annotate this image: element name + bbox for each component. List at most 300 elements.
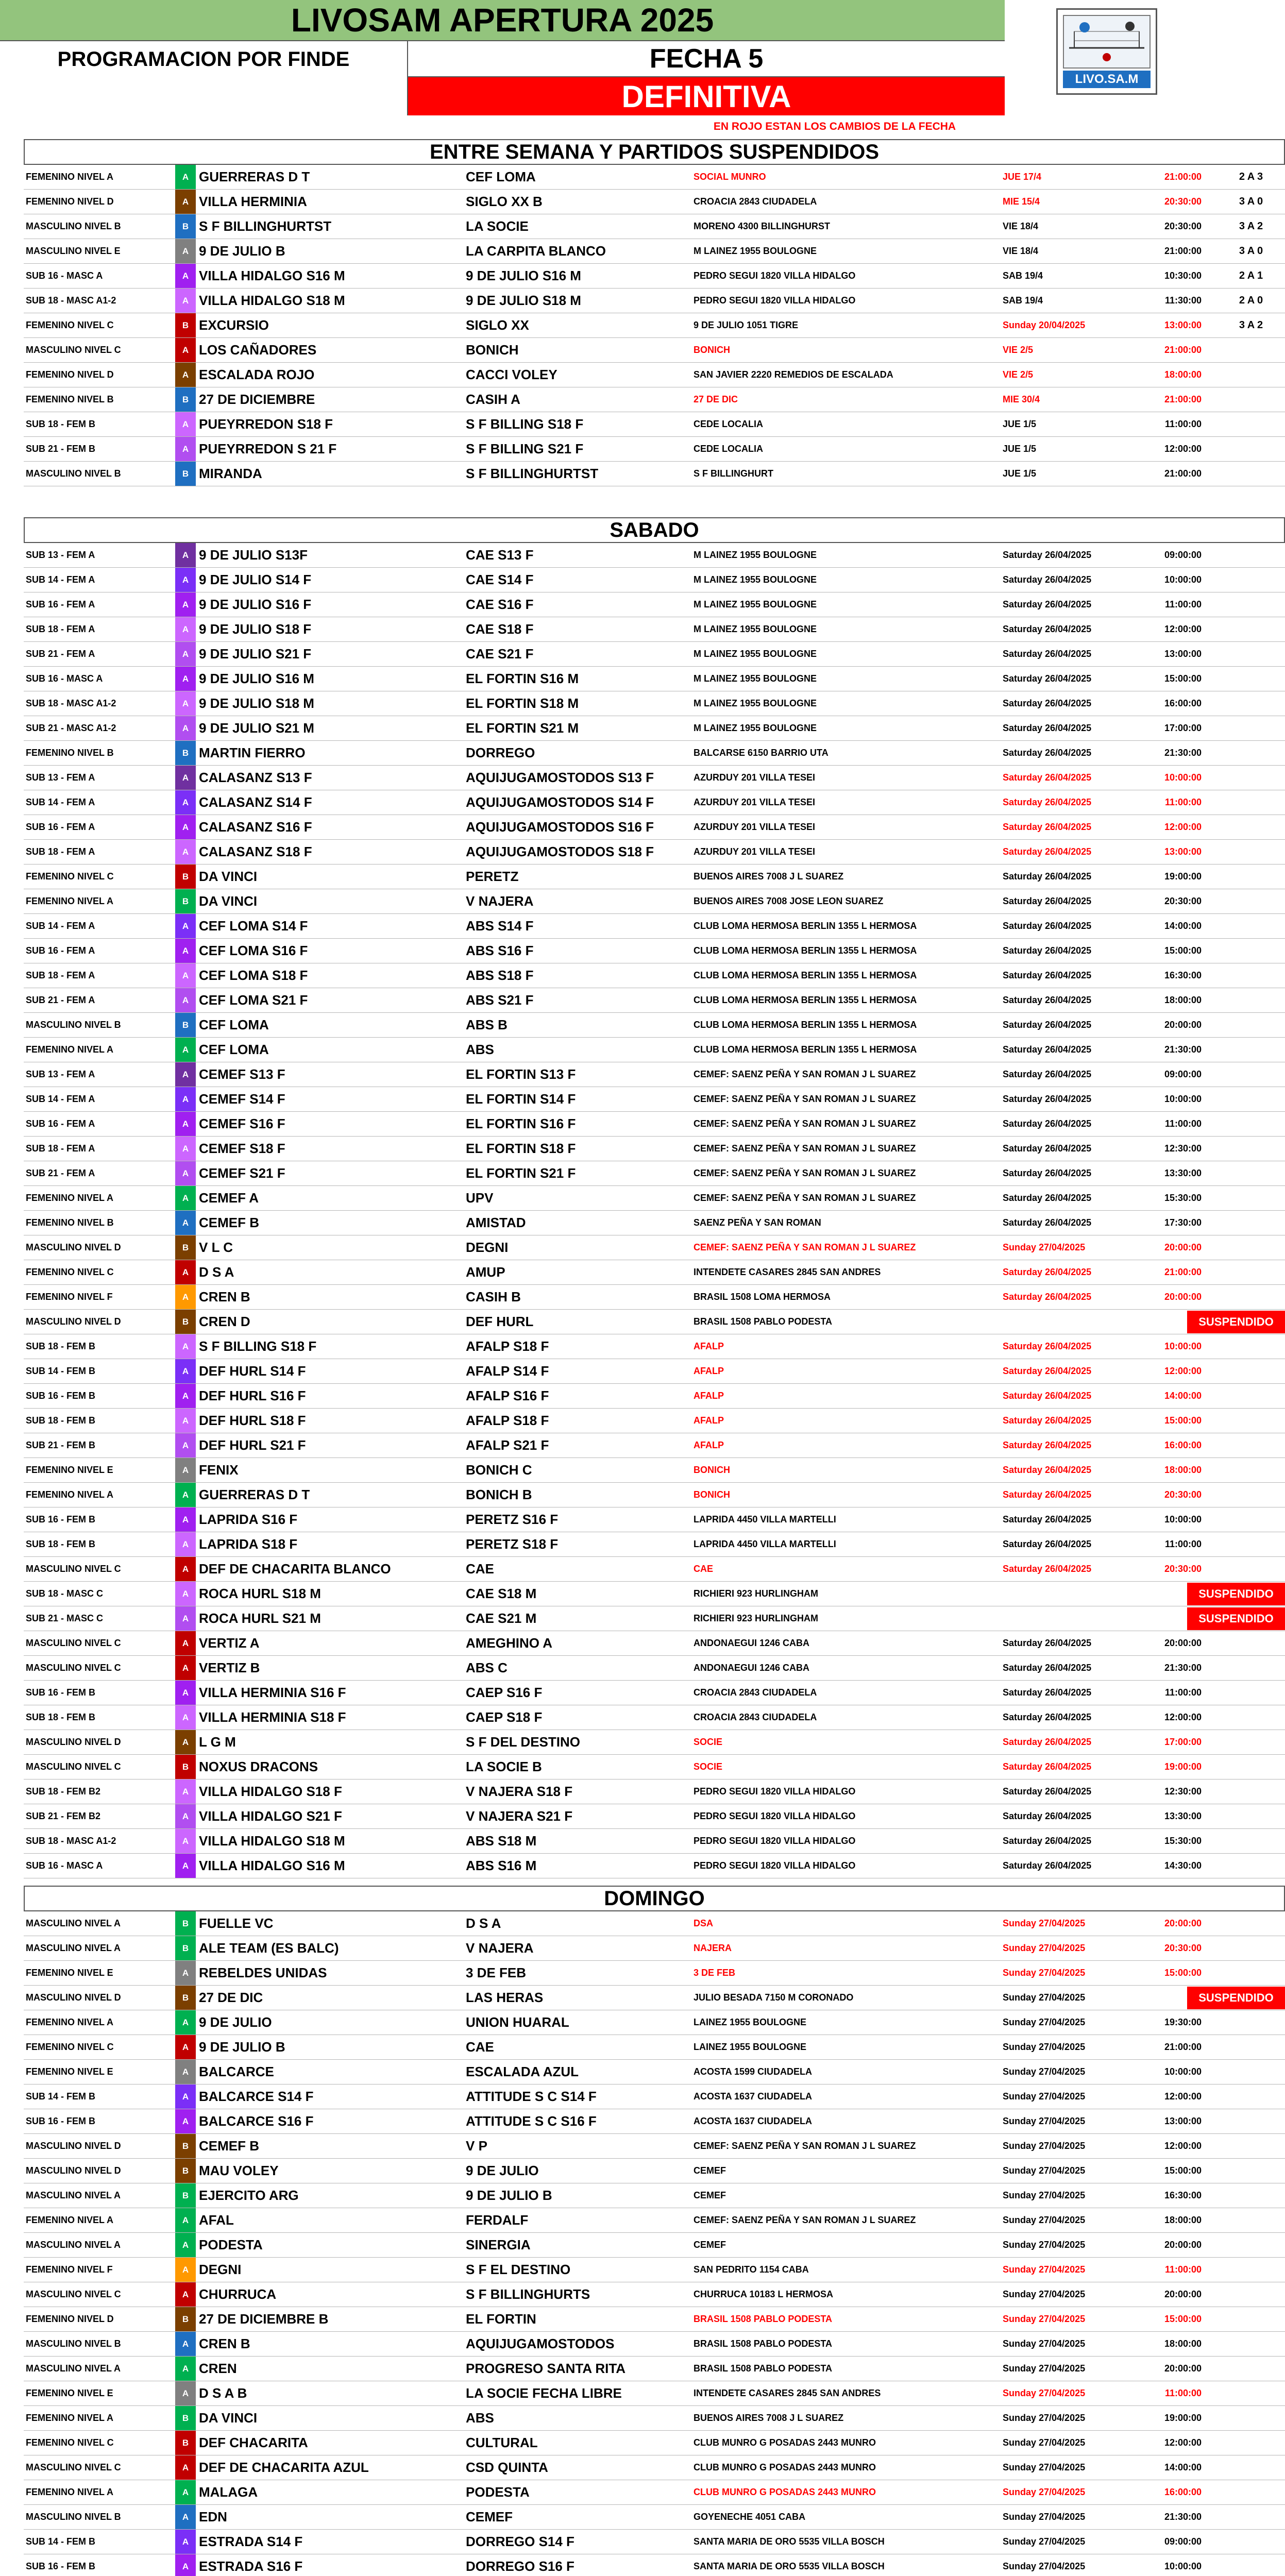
- away-team-cell: ATTITUDE S C S14 F: [466, 2089, 597, 2104]
- date-cell: Sunday 20/04/2025: [1003, 320, 1086, 330]
- level-cell: A: [175, 1780, 196, 1804]
- level-cell: B: [175, 462, 196, 486]
- venue-cell: BALCARSE 6150 BARRIO UTA: [694, 748, 829, 758]
- away-team-cell: ABS S16 F: [466, 943, 534, 958]
- time-cell: 14:00:00: [1164, 921, 1202, 931]
- away-team-cell: S F BILLINGHURTST: [466, 466, 599, 481]
- time-cell: 13:30:00: [1164, 1168, 1202, 1178]
- away-team-cell: AQUIJUGAMOSTODOS S16 F: [466, 819, 654, 835]
- time-cell: 21:30:00: [1164, 1044, 1202, 1055]
- date-cell: Saturday 26/04/2025: [1003, 1118, 1092, 1129]
- home-team-cell: ALE TEAM (ES BALC): [199, 1940, 339, 1956]
- level-cell: A: [175, 1112, 196, 1136]
- home-team-cell: DA VINCI: [199, 2410, 258, 2426]
- table-row: [24, 1186, 1285, 1211]
- category-cell: SUB 18 - FEM A: [26, 846, 95, 857]
- time-cell: 18:00:00: [1164, 2338, 1202, 2349]
- away-team-cell: CEMEF: [466, 2509, 513, 2524]
- venue-cell: CLUB LOMA HERMOSA BERLIN 1355 L HERMOSA: [694, 995, 917, 1005]
- home-team-cell: CREN B: [199, 2336, 250, 2351]
- table-row: [24, 1334, 1285, 1359]
- category-cell: FEMENINO NIVEL D: [26, 2314, 114, 2324]
- table-row: [24, 1433, 1285, 1458]
- time-cell: 19:30:00: [1164, 2017, 1202, 2027]
- away-team-cell: CAE S21 M: [466, 1611, 537, 1626]
- away-team-cell: CAE: [466, 1561, 494, 1577]
- date-cell: Sunday 27/04/2025: [1003, 2314, 1086, 2324]
- home-team-cell: CEF LOMA: [199, 1017, 269, 1032]
- venue-cell: CHURRUCA 10183 L HERMOSA: [694, 2289, 834, 2299]
- home-team-cell: S F BILLINGHURTST: [199, 218, 332, 234]
- time-cell: 21:00:00: [1164, 1267, 1202, 1277]
- venue-cell: LAPRIDA 4450 VILLA MARTELLI: [694, 1539, 836, 1549]
- date-cell: VIE 18/4: [1003, 246, 1039, 256]
- table-row: [24, 2060, 1285, 2084]
- date-cell: Sunday 27/04/2025: [1003, 2091, 1086, 2102]
- away-team-cell: CEF LOMA: [466, 169, 536, 184]
- category-cell: FEMENINO NIVEL C: [26, 320, 114, 330]
- away-team-cell: LAS HERAS: [466, 1990, 544, 2005]
- venue-cell: SAN PEDRITO 1154 CABA: [694, 2264, 809, 2275]
- table-row: [24, 1285, 1285, 1310]
- level-cell: B: [175, 387, 196, 412]
- level-cell: A: [175, 289, 196, 313]
- date-cell: Saturday 26/04/2025: [1003, 1193, 1092, 1203]
- time-cell: 12:00:00: [1164, 1712, 1202, 1722]
- time-cell: 20:00:00: [1164, 2289, 1202, 2299]
- level-cell: A: [175, 2060, 196, 2084]
- home-team-cell: CEMEF B: [199, 1215, 259, 1230]
- home-team-cell: DEF CHACARITA: [199, 2435, 308, 2450]
- result-cell: 3 A 2: [1239, 319, 1263, 331]
- home-team-cell: LAPRIDA S18 F: [199, 1536, 298, 1552]
- table-row: [24, 963, 1285, 988]
- date-cell: VIE 2/5: [1003, 369, 1034, 380]
- time-cell: 16:00:00: [1164, 698, 1202, 708]
- venue-cell: ANDONAEGUI 1246 CABA: [694, 1638, 810, 1648]
- section-title: DOMINGO: [24, 1886, 1285, 1911]
- category-cell: FEMENINO NIVEL A: [26, 896, 114, 906]
- date-cell: Saturday 26/04/2025: [1003, 723, 1092, 733]
- away-team-cell: 3 DE FEB: [466, 1965, 527, 1980]
- away-team-cell: PERETZ: [466, 869, 519, 884]
- home-team-cell: CEMEF A: [199, 1190, 259, 1206]
- venue-cell: AFALP: [694, 1415, 724, 1426]
- date-cell: Saturday 26/04/2025: [1003, 1761, 1092, 1772]
- table-row: [24, 2431, 1285, 2455]
- venue-cell: JULIO BESADA 7150 M CORONADO: [694, 1992, 854, 2003]
- suspended-badge: SUSPENDIDO: [1187, 1987, 1285, 2009]
- section-title: ENTRE SEMANA Y PARTIDOS SUSPENDIDOS: [24, 139, 1285, 165]
- date-cell: Sunday 27/04/2025: [1003, 2289, 1086, 2299]
- time-cell: 12:00:00: [1164, 1366, 1202, 1376]
- away-team-cell: AQUIJUGAMOSTODOS S13 F: [466, 770, 654, 785]
- away-team-cell: AFALP S16 F: [466, 1388, 549, 1403]
- home-team-cell: CEMEF S14 F: [199, 1091, 285, 1107]
- result-cell: 2 A 3: [1239, 171, 1263, 182]
- venue-cell: RICHIERI 923 HURLINGHAM: [694, 1613, 819, 1623]
- table-row: [24, 2233, 1285, 2258]
- home-team-cell: ESTRADA S16 F: [199, 2558, 303, 2574]
- time-cell: 15:00:00: [1164, 1415, 1202, 1426]
- date-cell: Saturday 26/04/2025: [1003, 550, 1092, 560]
- date-cell: Sunday 27/04/2025: [1003, 2512, 1086, 2522]
- home-team-cell: DEF DE CHACARITA BLANCO: [199, 1561, 391, 1577]
- category-cell: MASCULINO NIVEL B: [26, 2512, 121, 2522]
- date-cell: Saturday 26/04/2025: [1003, 1366, 1092, 1376]
- table-row: [24, 815, 1285, 840]
- venue-cell: CAE: [694, 1564, 714, 1574]
- away-team-cell: V NAJERA: [466, 1940, 534, 1956]
- time-cell: 10:00:00: [1164, 574, 1202, 585]
- home-team-cell: REBELDES UNIDAS: [199, 1965, 327, 1980]
- level-cell: A: [175, 1062, 196, 1087]
- result-cell: 3 A 2: [1239, 221, 1263, 232]
- home-team-cell: DEF HURL S21 F: [199, 1437, 306, 1453]
- home-team-cell: 9 DE JULIO S13F: [199, 547, 308, 563]
- category-cell: MASCULINO NIVEL A: [26, 2190, 121, 2200]
- table-row: [24, 1507, 1285, 1532]
- table-row: [24, 2282, 1285, 2307]
- level-cell: A: [175, 1384, 196, 1408]
- venue-cell: CEMEF: SAENZ PEÑA Y SAN ROMAN J L SUAREZ: [694, 1242, 916, 1252]
- category-cell: SUB 18 - MASC C: [26, 1588, 104, 1599]
- category-cell: SUB 21 - MASC A1-2: [26, 723, 116, 733]
- venue-cell: SOCIAL MUNRO: [694, 172, 766, 182]
- table-row: [24, 1804, 1285, 1829]
- time-cell: 17:00:00: [1164, 1737, 1202, 1747]
- table-row: [24, 642, 1285, 667]
- time-cell: 11:00:00: [1164, 2388, 1202, 2398]
- level-cell: A: [175, 1087, 196, 1111]
- venue-cell: CEMEF: SAENZ PEÑA Y SAN ROMAN J L SUAREZ: [694, 1168, 916, 1178]
- away-team-cell: ABS S18 F: [466, 968, 534, 983]
- level-cell: A: [175, 412, 196, 436]
- category-cell: FEMENINO NIVEL A: [26, 2413, 114, 2423]
- table-row: [24, 1936, 1285, 1961]
- date-cell: Saturday 26/04/2025: [1003, 1292, 1092, 1302]
- date-cell: Saturday 26/04/2025: [1003, 748, 1092, 758]
- category-cell: SUB 18 - MASC A1-2: [26, 698, 116, 708]
- level-cell: B: [175, 313, 196, 337]
- venue-cell: PEDRO SEGUI 1820 VILLA HIDALGO: [694, 1811, 856, 1821]
- category-cell: FEMENINO NIVEL B: [26, 394, 114, 404]
- level-cell: B: [175, 2406, 196, 2430]
- away-team-cell: 9 DE JULIO S16 M: [466, 268, 581, 283]
- category-cell: MASCULINO NIVEL C: [26, 1663, 121, 1673]
- venue-cell: CEMEF: SAENZ PEÑA Y SAN ROMAN J L SUAREZ: [694, 2215, 916, 2225]
- level-cell: A: [175, 2357, 196, 2381]
- time-cell: 10:00:00: [1164, 2066, 1202, 2077]
- time-cell: 15:00:00: [1164, 945, 1202, 956]
- level-cell: A: [175, 1260, 196, 1284]
- category-cell: MASCULINO NIVEL C: [26, 1638, 121, 1648]
- level-cell: A: [175, 1656, 196, 1680]
- category-cell: MASCULINO NIVEL A: [26, 2363, 121, 2374]
- venue-cell: RICHIERI 923 HURLINGHAM: [694, 1588, 819, 1599]
- home-team-cell: VILLA HIDALGO S18 M: [199, 293, 345, 308]
- level-cell: A: [175, 1557, 196, 1581]
- time-cell: 14:00:00: [1164, 1391, 1202, 1401]
- away-team-cell: CACCI VOLEY: [466, 367, 557, 382]
- date-cell: Saturday 26/04/2025: [1003, 945, 1092, 956]
- category-cell: SUB 18 - FEM B2: [26, 1786, 101, 1797]
- venue-cell: CROACIA 2843 CIUDADELA: [694, 196, 817, 207]
- away-team-cell: UPV: [466, 1190, 494, 1206]
- home-team-cell: PUEYRREDON S 21 F: [199, 441, 337, 456]
- away-team-cell: AQUIJUGAMOSTODOS: [466, 2336, 615, 2351]
- home-team-cell: NOXUS DRACONS: [199, 1759, 318, 1774]
- table-row: [24, 1557, 1285, 1582]
- category-cell: SUB 16 - MASC A: [26, 673, 103, 684]
- venue-cell: M LAINEZ 1955 BOULOGNE: [694, 599, 817, 609]
- date-cell: Sunday 27/04/2025: [1003, 2165, 1086, 2176]
- table-row: [24, 2134, 1285, 2159]
- time-cell: 12:00:00: [1164, 2141, 1202, 2151]
- category-cell: SUB 18 - MASC A1-2: [26, 295, 116, 306]
- date-cell: Saturday 26/04/2025: [1003, 970, 1092, 980]
- time-cell: 09:00:00: [1164, 2536, 1202, 2547]
- table-row: [24, 1911, 1285, 1936]
- date-cell: Sunday 27/04/2025: [1003, 2042, 1086, 2052]
- category-cell: SUB 16 - FEM B: [26, 1687, 96, 1698]
- date-cell: Saturday 26/04/2025: [1003, 1564, 1092, 1574]
- date-cell: Saturday 26/04/2025: [1003, 1737, 1092, 1747]
- away-team-cell: S F BILLINGHURTS: [466, 2286, 590, 2302]
- home-team-cell: BALCARCE S14 F: [199, 2089, 314, 2104]
- category-cell: SUB 13 - FEM A: [26, 1069, 95, 1079]
- venue-cell: CEMEF: SAENZ PEÑA Y SAN ROMAN J L SUAREZ: [694, 1094, 916, 1104]
- venue-cell: LAPRIDA 4450 VILLA MARTELLI: [694, 1514, 836, 1524]
- level-cell: A: [175, 1038, 196, 1062]
- date-cell: Saturday 26/04/2025: [1003, 1341, 1092, 1351]
- away-team-cell: S F EL DESTINO: [466, 2262, 571, 2277]
- time-cell: 20:00:00: [1164, 1638, 1202, 1648]
- date-cell: Saturday 26/04/2025: [1003, 649, 1092, 659]
- date-cell: Saturday 26/04/2025: [1003, 574, 1092, 585]
- table-row: [24, 2332, 1285, 2357]
- time-cell: 15:00:00: [1164, 1968, 1202, 1978]
- level-cell: A: [175, 2455, 196, 2480]
- time-cell: 12:30:00: [1164, 1143, 1202, 1154]
- level-cell: A: [175, 2258, 196, 2282]
- level-cell: A: [175, 1359, 196, 1383]
- category-cell: SUB 18 - FEM A: [26, 970, 95, 980]
- category-cell: FEMENINO NIVEL B: [26, 748, 114, 758]
- venue-cell: ANDONAEGUI 1246 CABA: [694, 1663, 810, 1673]
- date-cell: Sunday 27/04/2025: [1003, 2017, 1086, 2027]
- time-cell: 20:00:00: [1164, 2240, 1202, 2250]
- level-cell: A: [175, 1161, 196, 1185]
- time-cell: 14:00:00: [1164, 2462, 1202, 2472]
- time-cell: 12:00:00: [1164, 2091, 1202, 2102]
- table-row: [24, 2530, 1285, 2554]
- category-cell: MASCULINO NIVEL D: [26, 2141, 121, 2151]
- table-row: [24, 2357, 1285, 2381]
- category-cell: FEMENINO NIVEL C: [26, 1267, 114, 1277]
- date-cell: SAB 19/4: [1003, 295, 1043, 306]
- away-team-cell: EL FORTIN S18 M: [466, 696, 579, 711]
- category-cell: SUB 14 - FEM A: [26, 574, 95, 585]
- venue-cell: BRASIL 1508 PABLO PODESTA: [694, 1316, 833, 1327]
- home-team-cell: D S A: [199, 1264, 234, 1280]
- home-team-cell: EJERCITO ARG: [199, 2188, 299, 2203]
- venue-cell: S F BILLINGHURT: [694, 468, 773, 479]
- time-cell: 19:00:00: [1164, 1761, 1202, 1772]
- time-cell: 12:30:00: [1164, 1786, 1202, 1797]
- home-team-cell: CEF LOMA: [199, 1042, 269, 1057]
- level-cell: A: [175, 914, 196, 938]
- venue-cell: CEMEF: SAENZ PEÑA Y SAN ROMAN J L SUAREZ: [694, 1143, 916, 1154]
- table-row: [24, 165, 1285, 190]
- table-row: [24, 214, 1285, 239]
- category-cell: MASCULINO NIVEL A: [26, 1918, 121, 1928]
- venue-cell: BUENOS AIRES 7008 J L SUAREZ: [694, 2413, 844, 2423]
- time-cell: 20:00:00: [1164, 1020, 1202, 1030]
- category-cell: SUB 18 - FEM B: [26, 1415, 96, 1426]
- time-cell: 15:00:00: [1164, 673, 1202, 684]
- home-team-cell: MAU VOLEY: [199, 2163, 279, 2178]
- table-row: [24, 914, 1285, 939]
- home-team-cell: DEF DE CHACARITA AZUL: [199, 2460, 369, 2475]
- level-cell: B: [175, 214, 196, 239]
- date-cell: Sunday 27/04/2025: [1003, 2487, 1086, 2497]
- level-cell: A: [175, 543, 196, 567]
- level-cell: A: [175, 1458, 196, 1482]
- home-team-cell: 27 DE DICIEMBRE B: [199, 2311, 329, 2327]
- venue-cell: CLUB LOMA HERMOSA BERLIN 1355 L HERMOSA: [694, 1020, 917, 1030]
- time-cell: 21:30:00: [1164, 748, 1202, 758]
- date-cell: Saturday 26/04/2025: [1003, 822, 1092, 832]
- page-subtitle: PROGRAMACION POR FINDE: [57, 47, 350, 71]
- level-cell: A: [175, 988, 196, 1012]
- date-cell: Sunday 27/04/2025: [1003, 2462, 1086, 2472]
- level-cell: A: [175, 963, 196, 988]
- time-cell: 16:30:00: [1164, 2190, 1202, 2200]
- category-cell: SUB 18 - FEM A: [26, 624, 95, 634]
- category-cell: MASCULINO NIVEL B: [26, 221, 121, 231]
- date-cell: Saturday 26/04/2025: [1003, 1391, 1092, 1401]
- table-row: [24, 1062, 1285, 1087]
- home-team-cell: CALASANZ S16 F: [199, 819, 312, 835]
- time-cell: 10:00:00: [1164, 1514, 1202, 1524]
- category-cell: MASCULINO NIVEL D: [26, 1242, 121, 1252]
- away-team-cell: CSD QUINTA: [466, 2460, 548, 2475]
- table-row: [24, 766, 1285, 790]
- venue-cell: AZURDUY 201 VILLA TESEI: [694, 846, 816, 857]
- home-team-cell: 9 DE JULIO S21 F: [199, 646, 312, 662]
- date-cell: Sunday 27/04/2025: [1003, 2363, 1086, 2374]
- away-team-cell: ABS S18 M: [466, 1833, 537, 1849]
- time-cell: 21:00:00: [1164, 394, 1202, 404]
- level-cell: A: [175, 568, 196, 592]
- away-team-cell: CAE S14 F: [466, 572, 534, 587]
- page-title: LIVOSAM APERTURA 2025: [0, 0, 1005, 41]
- category-cell: MASCULINO NIVEL D: [26, 2165, 121, 2176]
- date-cell: Saturday 26/04/2025: [1003, 1094, 1092, 1104]
- table-row: [24, 988, 1285, 1013]
- date-cell: JUE 1/5: [1003, 419, 1037, 429]
- table-row: [24, 363, 1285, 387]
- time-cell: 09:00:00: [1164, 550, 1202, 560]
- level-cell: B: [175, 1911, 196, 1936]
- level-cell: A: [175, 1285, 196, 1309]
- time-cell: 16:30:00: [1164, 970, 1202, 980]
- table-row: [24, 1854, 1285, 1878]
- home-team-cell: VERTIZ A: [199, 1635, 260, 1651]
- time-cell: 20:00:00: [1164, 1242, 1202, 1252]
- home-team-cell: CEMEF B: [199, 2138, 259, 2154]
- date-cell: Sunday 27/04/2025: [1003, 2240, 1086, 2250]
- home-team-cell: DEF HURL S18 F: [199, 1413, 306, 1428]
- category-cell: MASCULINO NIVEL A: [26, 1943, 121, 1953]
- date-cell: [1003, 1606, 1142, 1631]
- table-row: [24, 865, 1285, 889]
- time-cell: 17:00:00: [1164, 723, 1202, 733]
- time-cell: 10:00:00: [1164, 2561, 1202, 2571]
- venue-cell: CEMEF: SAENZ PEÑA Y SAN ROMAN J L SUAREZ: [694, 2141, 916, 2151]
- level-cell: A: [175, 2554, 196, 2576]
- time-cell: 21:00:00: [1164, 246, 1202, 256]
- table-row: [24, 1211, 1285, 1235]
- date-cell: Saturday 26/04/2025: [1003, 1836, 1092, 1846]
- level-cell: A: [175, 1961, 196, 1985]
- away-team-cell: ATTITUDE S C S16 F: [466, 2113, 597, 2129]
- venue-cell: CEMEF: [694, 2165, 726, 2176]
- category-cell: FEMENINO NIVEL F: [26, 1292, 113, 1302]
- level-cell: B: [175, 889, 196, 913]
- category-cell: SUB 13 - FEM A: [26, 772, 95, 783]
- home-team-cell: 9 DE JULIO B: [199, 2039, 285, 2055]
- away-team-cell: CASIH B: [466, 1289, 521, 1304]
- suspended-badge: SUSPENDIDO: [1187, 1607, 1285, 1630]
- home-team-cell: ESCALADA ROJO: [199, 367, 315, 382]
- home-team-cell: 9 DE JULIO S14 F: [199, 572, 312, 587]
- table-row: [24, 1730, 1285, 1755]
- venue-cell: SOCIE: [694, 1737, 723, 1747]
- level-cell: A: [175, 1433, 196, 1458]
- home-team-cell: CEF LOMA S16 F: [199, 943, 308, 958]
- date-cell: Saturday 26/04/2025: [1003, 797, 1092, 807]
- category-cell: SUB 16 - FEM B: [26, 1391, 96, 1401]
- table-row: [24, 1681, 1285, 1705]
- venue-cell: CLUB LOMA HERMOSA BERLIN 1355 L HERMOSA: [694, 921, 917, 931]
- time-cell: 21:00:00: [1164, 468, 1202, 479]
- level-cell: A: [175, 363, 196, 387]
- table-row: [24, 1829, 1285, 1854]
- home-team-cell: VILLA HERMINIA: [199, 194, 307, 209]
- time-cell: 11:30:00: [1164, 295, 1202, 306]
- table-row: [24, 313, 1285, 338]
- category-cell: FEMENINO NIVEL E: [26, 2388, 113, 2398]
- away-team-cell: D S A: [466, 1916, 501, 1931]
- date-cell: Sunday 27/04/2025: [1003, 1242, 1086, 1252]
- time-cell: 21:00:00: [1164, 345, 1202, 355]
- date-cell: Saturday 26/04/2025: [1003, 1267, 1092, 1277]
- date-cell: Sunday 27/04/2025: [1003, 2413, 1086, 2423]
- date-cell: Saturday 26/04/2025: [1003, 599, 1092, 609]
- venue-cell: AFALP: [694, 1391, 724, 1401]
- time-cell: 17:30:00: [1164, 1217, 1202, 1228]
- date-cell: Sunday 27/04/2025: [1003, 2190, 1086, 2200]
- date-cell: Saturday 26/04/2025: [1003, 1168, 1092, 1178]
- time-cell: 13:00:00: [1164, 320, 1202, 330]
- category-cell: MASCULINO NIVEL C: [26, 2462, 121, 2472]
- status-banner: DEFINITIVA: [407, 77, 1005, 115]
- away-team-cell: 9 DE JULIO: [466, 2163, 539, 2178]
- level-cell: A: [175, 338, 196, 362]
- level-cell: A: [175, 2010, 196, 2035]
